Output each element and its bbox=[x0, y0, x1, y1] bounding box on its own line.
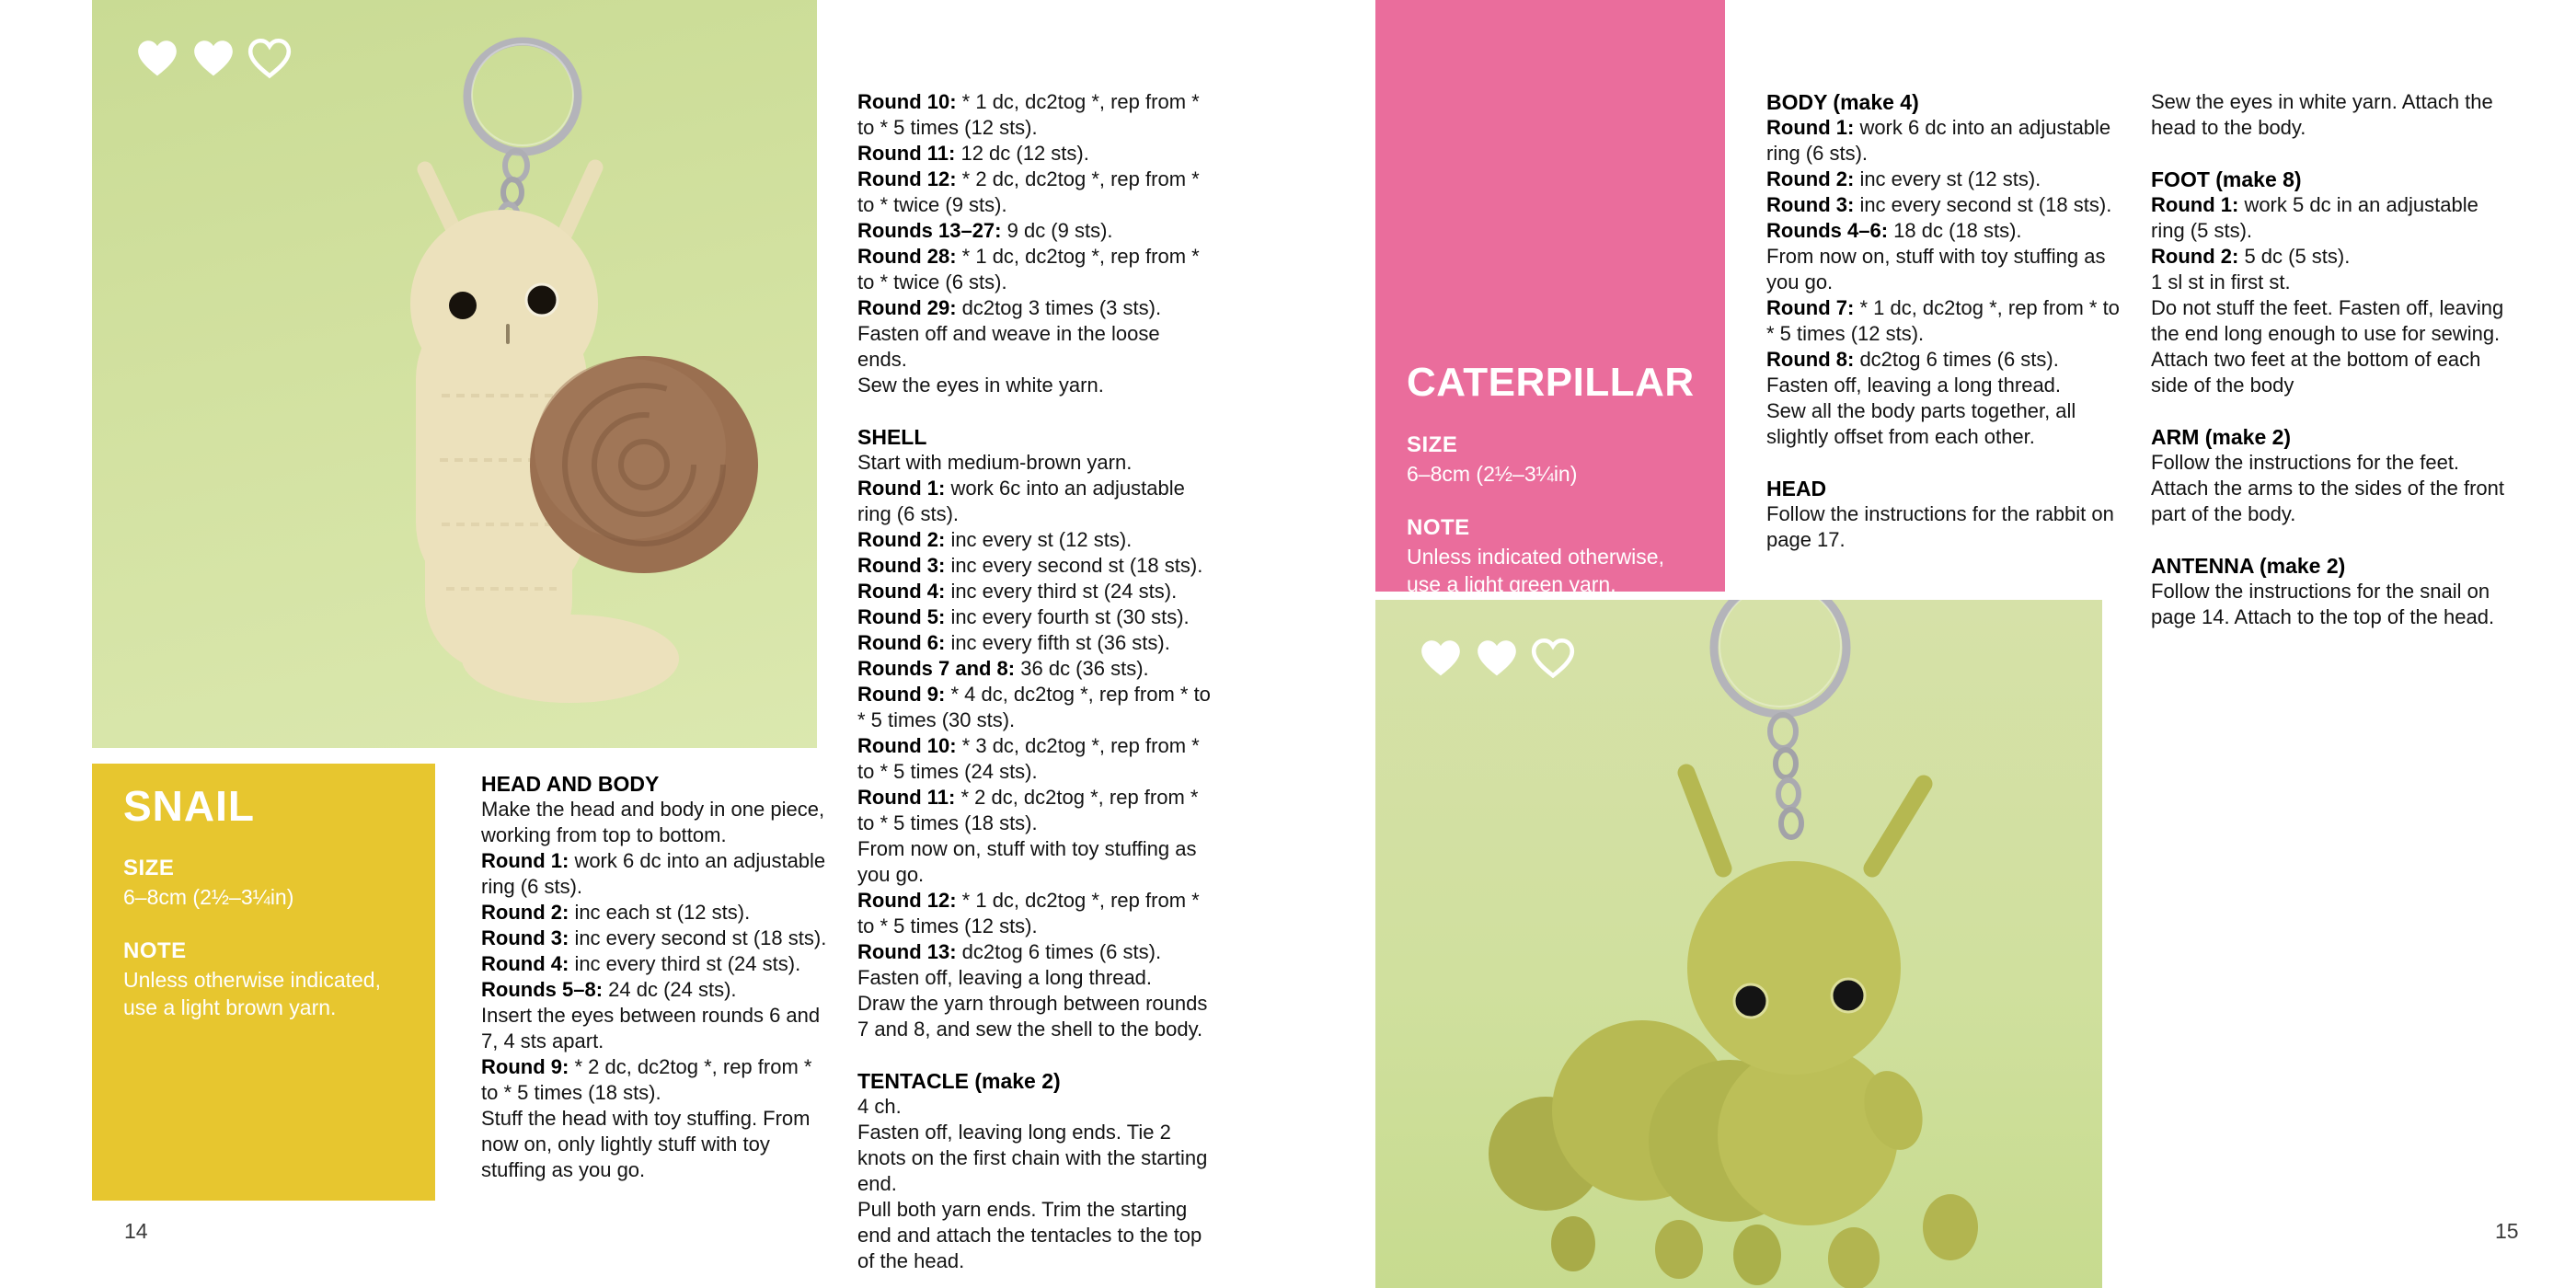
instruction-line: Round 11: 12 dc (12 sts). bbox=[857, 142, 1089, 165]
instruction-line: Round 12: * 2 dc, dc2tog *, rep from * to * twice (9 sts). bbox=[857, 167, 1200, 216]
instruction-line: Round 4: inc every third st (24 sts). bbox=[481, 952, 801, 975]
difficulty-hearts bbox=[134, 35, 303, 81]
note-label: NOTE bbox=[123, 938, 187, 963]
instruction-line: From now on, stuff with toy stuffing as you go. bbox=[857, 837, 1197, 886]
instruction-line: Rounds 13–27: 9 dc (9 sts). bbox=[857, 219, 1113, 242]
instruction-line: Round 2: inc every st (12 sts). bbox=[1766, 167, 2041, 190]
pattern-title: SNAIL bbox=[123, 782, 255, 830]
note-value: Unless otherwise indicated, use a light brown yarn. bbox=[123, 968, 381, 1019]
size-label: SIZE bbox=[123, 856, 175, 880]
note-value: Unless indicated otherwise, use a light green yarn. bbox=[1407, 545, 1664, 596]
snail-info-box bbox=[92, 764, 435, 1201]
heart-filled-icon bbox=[1474, 635, 1520, 681]
snail-illustration bbox=[92, 0, 817, 748]
instruction-line: Sew the eyes in white yarn. bbox=[857, 374, 1104, 397]
section-gap bbox=[857, 1042, 1214, 1068]
instruction-line: Round 7: * 1 dc, dc2tog *, rep from * to * 5 times (12 sts). bbox=[1766, 296, 2120, 345]
instruction-line: Insert the eyes between rounds 6 and 7, 4 sts apart. bbox=[481, 1004, 821, 1052]
instruction-line: Round 11: * 2 dc, dc2tog *, rep from * to * 5 times (18 sts). bbox=[857, 786, 1199, 834]
snail-shell bbox=[530, 356, 758, 573]
instruction-line: Fasten off, leaving a long thread. bbox=[857, 966, 1153, 989]
instruction-line: Round 10: * 3 dc, dc2tog *, rep from * to * 5 times (24 sts). bbox=[857, 734, 1200, 783]
instruction-line: Round 1: work 6 dc into an adjustable ring (6 sts). bbox=[1766, 116, 2111, 165]
instruction-line: Round 2: inc each st (12 sts). bbox=[481, 901, 751, 924]
caterpillar-instructions-column-2 bbox=[2151, 89, 2512, 630]
section-heading: TENTACLE (make 2) bbox=[857, 1069, 1061, 1093]
snail-instructions-column-2 bbox=[857, 89, 1214, 1274]
size-value: 6–8cm (2½–3¼in) bbox=[1407, 462, 1578, 486]
instruction-line: Round 1: work 6c into an adjustable ring (6 sts). bbox=[857, 477, 1185, 525]
instruction-line: Fasten off and weave in the loose ends. bbox=[857, 322, 1160, 371]
snail-instructions-column-1 bbox=[481, 771, 829, 1183]
heart-outline-icon bbox=[247, 35, 293, 81]
instruction-line: 1 sl st in first st. bbox=[2151, 270, 2291, 293]
instruction-line: Draw the yarn through between rounds 7 and 8, and sew the shell to the body. bbox=[857, 992, 1208, 1041]
section-gap bbox=[2151, 398, 2512, 424]
instruction-line: Round 1: work 5 dc in an adjustable ring (5 sts). bbox=[2151, 193, 2478, 242]
instruction-line: Stuff the head with toy stuffing. From now on, only lightly stuff with toy stuffing as you go. bbox=[481, 1107, 811, 1181]
heart-outline-icon bbox=[1530, 635, 1576, 681]
instruction-line: Round 9: * 2 dc, dc2tog *, rep from * to * 5 times (18 sts). bbox=[481, 1055, 812, 1104]
difficulty-hearts bbox=[1418, 635, 1586, 681]
section-heading: HEAD bbox=[1766, 477, 1827, 500]
section-heading: ARM (make 2) bbox=[2151, 425, 2292, 449]
instruction-line: Round 29: dc2tog 3 times (3 sts). bbox=[857, 296, 1162, 319]
instruction-line: Round 2: inc every st (12 sts). bbox=[857, 528, 1133, 551]
size-label: SIZE bbox=[1407, 432, 1458, 457]
section-gap bbox=[857, 398, 1214, 424]
instruction-line: Pull both yarn ends. Trim the starting end and attach the tentacles to the top of the head. bbox=[857, 1198, 1202, 1272]
instruction-line: From now on, stuff with toy stuffing as you go. bbox=[1766, 245, 2106, 293]
page-number-left: 14 bbox=[124, 1219, 148, 1243]
section-gap bbox=[2151, 527, 2512, 553]
caterpillar-info-box bbox=[1375, 0, 1725, 596]
instruction-line: Fasten off, leaving a long thread. bbox=[1766, 374, 2062, 397]
instruction-line: Rounds 5–8: 24 dc (24 sts). bbox=[481, 978, 737, 1001]
caterpillar-face bbox=[1687, 861, 1901, 1075]
caterpillar-body bbox=[1489, 1020, 1978, 1288]
caterpillar-photo bbox=[1375, 600, 2102, 1288]
caterpillar-illustration bbox=[1375, 600, 2102, 1288]
instruction-line: Round 5: inc every fourth st (30 sts). bbox=[857, 605, 1190, 628]
instruction-line: Round 3: inc every second st (18 sts). bbox=[1766, 193, 2112, 216]
page-number-right: 15 bbox=[2495, 1219, 2519, 1243]
instruction-line: Round 6: inc every fifth st (36 sts). bbox=[857, 631, 1170, 654]
instruction-line: Round 4: inc every third st (24 sts). bbox=[857, 580, 1178, 603]
instruction-line: Do not stuff the feet. Fasten off, leaving the end long enough to use for sewing. Attach two feet at the bottom of each side of the body bbox=[2151, 296, 2504, 397]
keyring-icon bbox=[467, 41, 578, 230]
instruction-line: Round 13: dc2tog 6 times (6 sts). bbox=[857, 940, 1162, 963]
caterpillar-instructions-column-1 bbox=[1766, 89, 2123, 553]
note-label: NOTE bbox=[1407, 515, 1470, 540]
heart-filled-icon bbox=[190, 35, 236, 81]
section-heading: SHELL bbox=[857, 425, 927, 449]
heart-filled-icon bbox=[1418, 635, 1464, 681]
instruction-line: Fasten off, leaving long ends. Tie 2 knots on the first chain with the starting end. bbox=[857, 1121, 1208, 1195]
instruction-line: Round 3: inc every second st (18 sts). bbox=[481, 926, 827, 949]
instruction-line: Round 9: * 4 dc, dc2tog *, rep from * to * 5 times (30 sts). bbox=[857, 683, 1211, 731]
instruction-line: Round 2: 5 dc (5 sts). bbox=[2151, 245, 2351, 268]
instruction-line: Start with medium-brown yarn. bbox=[857, 451, 1133, 474]
pattern-title: CATERPILLAR bbox=[1407, 360, 1695, 405]
instruction-line: Follow the instructions for the rabbit on page 17. bbox=[1766, 502, 2114, 551]
section-gap bbox=[1766, 450, 2123, 476]
section-heading: ANTENNA (make 2) bbox=[2151, 554, 2346, 578]
instruction-line: Round 12: * 1 dc, dc2tog *, rep from * to * 5 times (12 sts). bbox=[857, 889, 1200, 937]
instruction-line: Round 3: inc every second st (18 sts). bbox=[857, 554, 1203, 577]
caterpillar-antennae bbox=[1686, 773, 1924, 868]
instruction-line: Make the head and body in one piece, working from top to bottom. bbox=[481, 798, 825, 846]
section-heading: FOOT (make 8) bbox=[2151, 167, 2302, 191]
size-value: 6–8cm (2½–3¼in) bbox=[123, 885, 294, 909]
instruction-line: Sew the eyes in white yarn. Attach the head to the body. bbox=[2151, 90, 2493, 139]
instruction-line: Round 1: work 6 dc into an adjustable ring (6 sts). bbox=[481, 849, 826, 898]
instruction-line: Rounds 4–6: 18 dc (18 sts). bbox=[1766, 219, 2022, 242]
instruction-line: Sew all the body parts together, all slightly offset from each other. bbox=[1766, 399, 2076, 448]
instruction-line: Rounds 7 and 8: 36 dc (36 sts). bbox=[857, 657, 1149, 680]
keyring-icon bbox=[1714, 600, 1846, 837]
section-heading: BODY (make 4) bbox=[1766, 90, 1919, 114]
instruction-line: Round 28: * 1 dc, dc2tog *, rep from * to * twice (6 sts). bbox=[857, 245, 1200, 293]
instruction-line: Follow the instructions for the snail on page 14. Attach to the top of the head. bbox=[2151, 580, 2495, 628]
section-heading: HEAD AND BODY bbox=[481, 772, 660, 796]
instruction-line: Follow the instructions for the feet. Attach the arms to the sides of the front part of the body. bbox=[2151, 451, 2504, 525]
instruction-line: Round 8: dc2tog 6 times (6 sts). bbox=[1766, 348, 2059, 371]
instruction-line: Round 10: * 1 dc, dc2tog *, rep from * to * 5 times (12 sts). bbox=[857, 90, 1200, 139]
instruction-line: 4 ch. bbox=[857, 1095, 902, 1118]
snail-photo bbox=[92, 0, 817, 748]
heart-filled-icon bbox=[134, 35, 180, 81]
section-gap bbox=[2151, 141, 2512, 167]
